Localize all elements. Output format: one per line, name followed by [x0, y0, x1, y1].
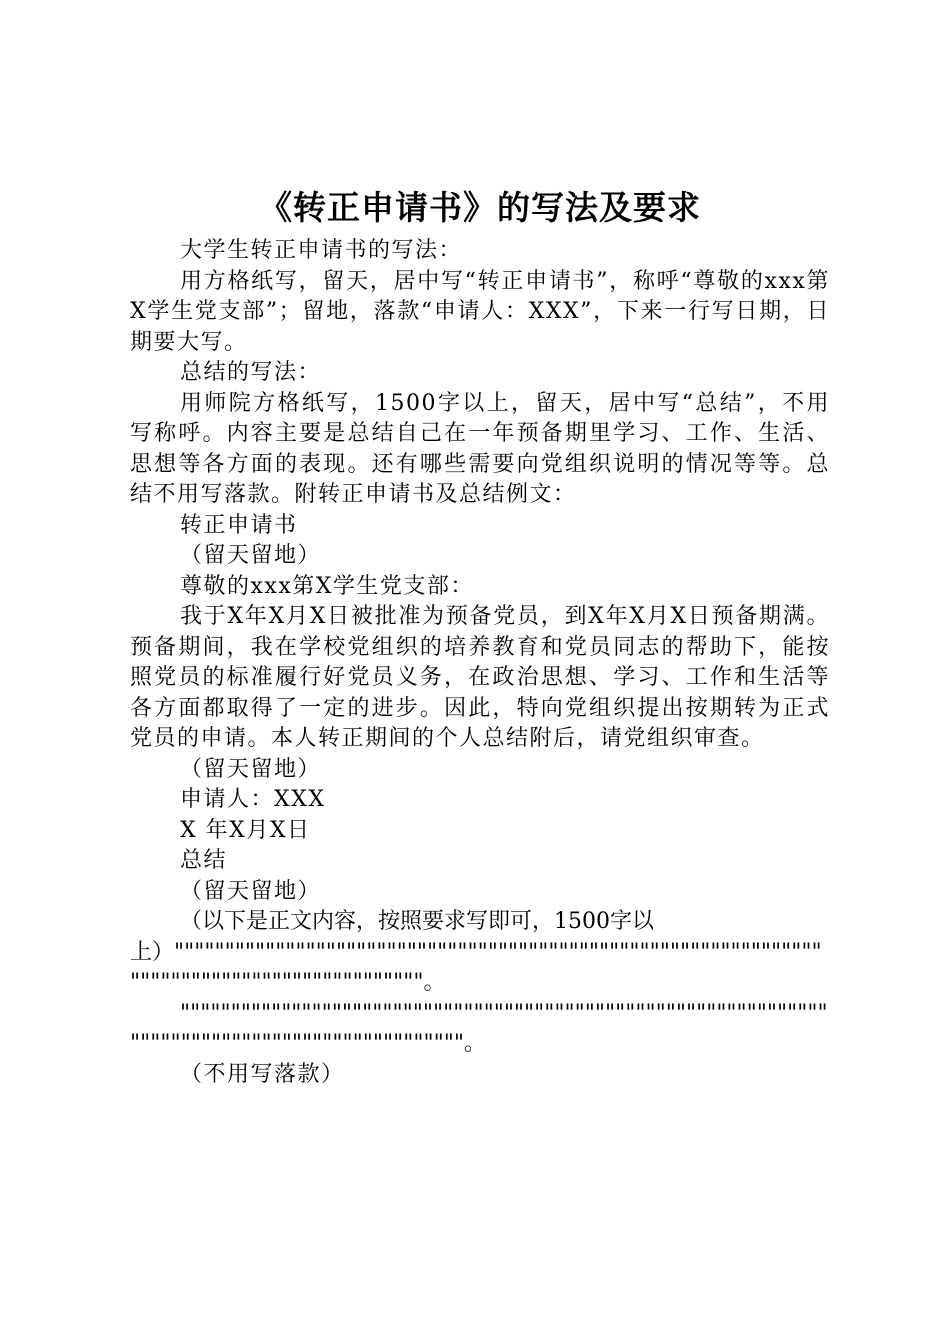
paragraph-leave-space-3: （留天留地）	[180, 878, 322, 904]
paragraph-sample-title: 转正申请书	[180, 512, 298, 538]
paragraph-leave-space-2: （留天留地）	[180, 756, 322, 782]
paragraph-no-signature: （不用写落款）	[180, 1061, 345, 1087]
paragraph-date: X 年X月X日	[180, 817, 311, 843]
paragraph-body-placeholder-2: """""""""""""""""""""""""""""""""""""""""""""""""""""""""""""""""""""""""""""""""""""""""""""""""。	[130, 1000, 828, 1056]
paragraph-sample-body: 我于X年X月X日被批准为预备党员，到X年X月X日预备期满。预备期间，我在学校党组织的培养教育和党员同志的帮助下，能按照党员的标准履行好党员义务，在政治思想、学习、工作和生活等各方面都取得了一定的进步。因此，特向党组织提出按期转为正式党员的申请。本人转正期间的个人总结附后，请党组织审查。	[130, 604, 830, 751]
paragraph-summary-body: 用师院方格纸写，1500字以上，留天，居中写“总结”，不用写称呼。内容主要是总结自己在一年预备期里学习、工作、生活、思想等各方面的表现。还有哪些需要向党组织说明的情况等等。总结不用写落款。附转正申请书及总结例文：	[130, 390, 830, 507]
paragraph-applicant: 申请人：XXX	[180, 787, 326, 812]
paragraph-summary-title: 总结	[180, 848, 228, 873]
document-title: 《转正申请书》的写法及要求	[259, 188, 701, 227]
paragraph-salutation: 尊敬的xxx第X学生党支部：	[180, 573, 474, 599]
paragraph-intro-heading: 大学生转正申请书的写法：	[180, 238, 463, 263]
document-page	[130, 180, 830, 1090]
paragraph-body-placeholder-1: （以下是正文内容，按照要求写即可，1500字以上）"""""""""""""""""""""""""""""""""""""""""""""""""""""""""""""""""""""""""""""""""""""""""""""。	[130, 909, 822, 995]
paragraph-leave-space-1: （留天留地）	[180, 543, 322, 568]
paragraph-intro-body: 用方格纸写，留天，居中写“转正申请书”，称呼“尊敬的xxx第X学生党支部”；留地，落款“申请人：XXX”，下来一行写日期，日期要大写。	[130, 268, 830, 355]
paragraph-summary-heading: 总结的写法：	[180, 360, 322, 385]
